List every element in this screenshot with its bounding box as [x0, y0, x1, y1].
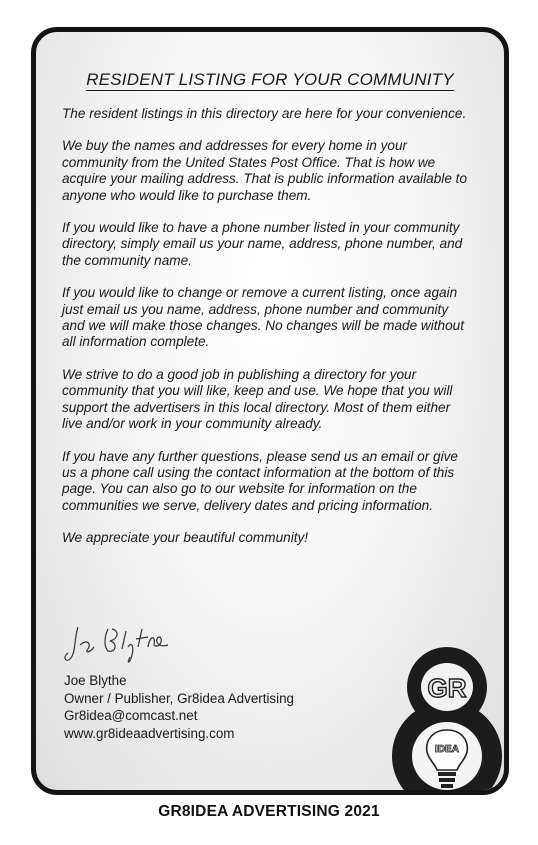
- paragraph-intro: The resident listings in this directory are here for your convenience.: [62, 106, 467, 121]
- footer-caption: GR8IDEA ADVERTISING 2021: [158, 803, 380, 820]
- contact-website[interactable]: www.gr8ideaadvertising.com: [64, 725, 235, 741]
- paragraph-source: We buy the names and addresses for every home in your community from the United States Post Office. That is how we acquire your mailing address. That is public information available to anyone who would like to purchase them.: [62, 138, 467, 203]
- notice-body: [62, 106, 472, 563]
- gr8idea-logo: [369, 644, 509, 795]
- contact-role: Owner / Publisher, Gr8idea Advertising: [64, 690, 294, 706]
- contact-name: Joe Blythe: [64, 673, 127, 688]
- paragraph-add-phone: If you would like to have a phone number listed in your community directory, simply email us your name, address, phone number, and the community name.: [62, 220, 463, 268]
- paragraph-questions: If you have any further questions, please send us an email or give us a phone call using the contact information at the bottom of this page. You can also go to our website for information on the communities we serve, delivery dates and pricing information.: [62, 448, 458, 513]
- handwritten-signature: [64, 619, 184, 667]
- paragraph-support: We strive to do a good job in publishing a directory for your community that you will like, keep and use. We hope that you will support the advertisers in this local directory. Most of them either live and/or work in your community already.: [62, 366, 453, 432]
- paragraph-change-listing: If you would like to change or remove a current listing, once again just email us you name, address, phone number and community and we will make those changes. No changes will be made without all information complete.: [62, 285, 464, 350]
- logo-top-text: GR: [427, 673, 467, 703]
- contact-email[interactable]: Gr8idea@comcast.net: [64, 708, 198, 723]
- paragraph-closing: We appreciate your beautiful community!: [62, 530, 309, 546]
- contact-block: [64, 672, 294, 742]
- notice-panel: [31, 27, 509, 795]
- logo-bulb-text: IDEA: [435, 744, 459, 755]
- notice-title: RESIDENT LISTING FOR YOUR COMMUNITY: [86, 70, 454, 89]
